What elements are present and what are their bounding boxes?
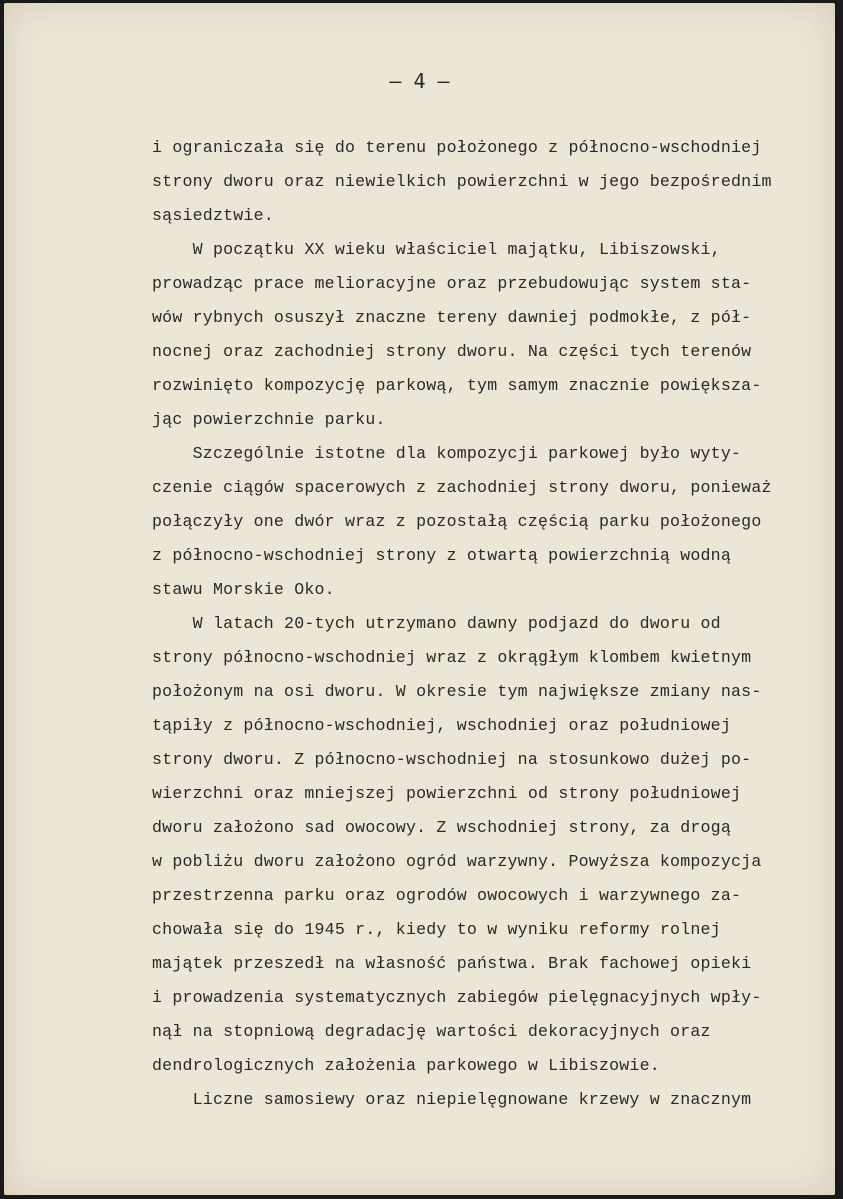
text-line: położonym na osi dworu. W okresie tym największe zmiany nas- (152, 682, 762, 701)
text-line: w pobliżu dworu założono ogród warzywny. Powyższa kompozycja (152, 852, 762, 871)
text-line: i prowadzenia systematycznych zabiegów pielęgnacyjnych wpły- (152, 988, 762, 1007)
text-line: W latach 20-tych utrzymano dawny podjazd do dworu od (152, 614, 721, 633)
text-line: strony dworu oraz niewielkich powierzchni w jego bezpośrednim (152, 172, 772, 191)
text-line: Liczne samosiewy oraz niepielęgnowane krzewy w znacznym (152, 1090, 752, 1109)
text-line: W początku XX wieku właściciel majątku, Libiszowski, (152, 240, 721, 259)
text-line: majątek przeszedł na własność państwa. Brak fachowej opieki (152, 954, 752, 973)
text-line: stawu Morskie Oko. (152, 580, 335, 599)
document-page (4, 3, 835, 1195)
text-line: dendrologicznych założenia parkowego w Libiszowie. (152, 1056, 660, 1075)
text-line: i ograniczała się do terenu położonego z północno-wschodniej (152, 138, 762, 157)
text-line: strony dworu. Z północno-wschodniej na stosunkowo dużej po- (152, 750, 752, 769)
text-line: nocnej oraz zachodniej strony dworu. Na części tych terenów (152, 342, 752, 361)
text-line: jąc powierzchnie parku. (152, 410, 386, 429)
text-line: przestrzenna parku oraz ogrodów owocowych i warzywnego za- (152, 886, 742, 905)
text-line: dworu założono sad owocowy. Z wschodniej strony, za drogą (152, 818, 731, 837)
text-line: strony północno-wschodniej wraz z okrągłym klombem kwietnym (152, 648, 752, 667)
text-line: tąpiły z północno-wschodniej, wschodniej oraz południowej (152, 716, 731, 735)
text-line: Szczególnie istotne dla kompozycji parkowej było wyty- (152, 444, 742, 463)
text-line: czenie ciągów spacerowych z zachodniej strony dworu, ponieważ (152, 478, 772, 497)
text-line: prowadząc prace melioracyjne oraz przebudowując system sta- (152, 274, 752, 293)
text-line: połączyły one dwór wraz z pozostałą częścią parku położonego (152, 512, 762, 531)
text-line: wierzchni oraz mniejszej powierzchni od strony południowej (152, 784, 742, 803)
text-line: wów rybnych osuszył znaczne tereny dawniej podmokłe, z pół- (152, 308, 752, 327)
text-line: nął na stopniową degradację wartości dekoracyjnych oraz (152, 1022, 711, 1041)
text-line: z północno-wschodniej strony z otwartą powierzchnią wodną (152, 546, 731, 565)
text-line: chowała się do 1945 r., kiedy to w wyniku reformy rolnej (152, 920, 721, 939)
page-number: – 4 – (389, 69, 450, 93)
text-line: sąsiedztwie. (152, 206, 274, 225)
body-text (152, 131, 802, 1117)
text-line: rozwinięto kompozycję parkową, tym samym znacznie powiększa- (152, 376, 762, 395)
